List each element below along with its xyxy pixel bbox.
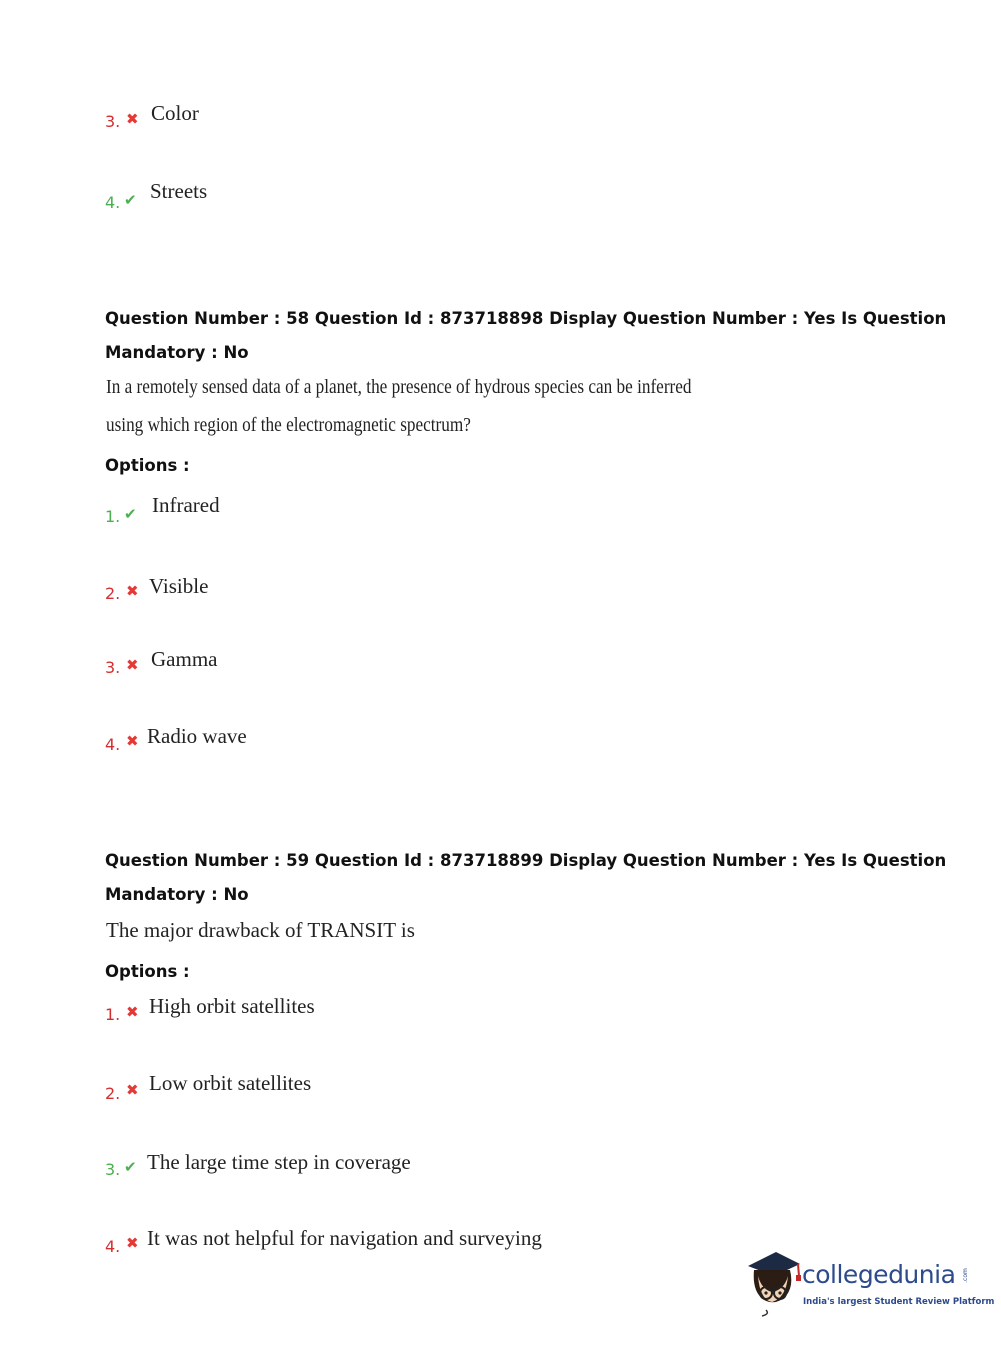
option-number: 2.	[105, 584, 121, 603]
option-text: Radio wave	[147, 724, 247, 748]
option-number: 4.	[105, 735, 121, 754]
option-text: Color	[151, 101, 199, 125]
check-icon: ✔	[124, 1158, 137, 1176]
option-number: 1.	[105, 507, 121, 526]
question-text-continued: using which region of the electromagnetic spectrum?	[106, 414, 471, 436]
option-number: 2.	[105, 1084, 121, 1103]
option-number: 3.	[105, 112, 121, 131]
option-text: Streets	[150, 179, 208, 203]
question-text: The major drawback of TRANSIT is	[106, 918, 415, 942]
option-text: It was not helpful for navigation and surveying	[147, 1226, 542, 1250]
collegedunia-logo	[742, 1246, 995, 1318]
option-text: Infrared	[152, 493, 220, 517]
option-text: The large time step in coverage	[147, 1150, 411, 1174]
options-label: Options :	[105, 962, 190, 981]
cross-icon: ✖	[126, 656, 139, 674]
option-text: Visible	[149, 574, 209, 598]
cross-icon: ✖	[126, 1081, 139, 1099]
cross-icon: ✖	[126, 1003, 139, 1021]
cross-icon: ✖	[126, 110, 139, 128]
check-icon: ✔	[124, 505, 137, 523]
brand-tagline: India's largest Student Review Platform	[803, 1297, 995, 1307]
option-number: 3.	[105, 658, 121, 677]
options-label: Options :	[105, 456, 190, 475]
option-text: Gamma	[151, 647, 218, 671]
option-text: Low orbit satellites	[149, 1071, 312, 1095]
option-text: High orbit satellites	[149, 994, 315, 1018]
question-text: In a remotely sensed data of a planet, the presence of hydrous species can be inferred	[106, 376, 692, 398]
option-number: 1.	[105, 1005, 121, 1024]
option-number: 4.	[105, 1237, 121, 1256]
question-mandatory: Mandatory : No	[105, 343, 249, 362]
brand-dotcom: .com	[961, 1268, 969, 1283]
graduate-mascot-icon	[742, 1246, 804, 1318]
option-number: 4.	[105, 193, 121, 212]
question-header: Question Number : 59 Question Id : 873718899 Display Question Number : Yes Is Question	[105, 851, 947, 870]
check-icon: ✔	[124, 191, 137, 209]
cross-icon: ✖	[126, 732, 139, 750]
question-header: Question Number : 58 Question Id : 873718898 Display Question Number : Yes Is Question	[105, 309, 947, 328]
cross-icon: ✖	[126, 582, 139, 600]
brand-name: collegedunia	[802, 1260, 956, 1289]
question-mandatory: Mandatory : No	[105, 885, 249, 904]
cross-icon: ✖	[126, 1234, 139, 1252]
option-number: 3.	[105, 1160, 121, 1179]
